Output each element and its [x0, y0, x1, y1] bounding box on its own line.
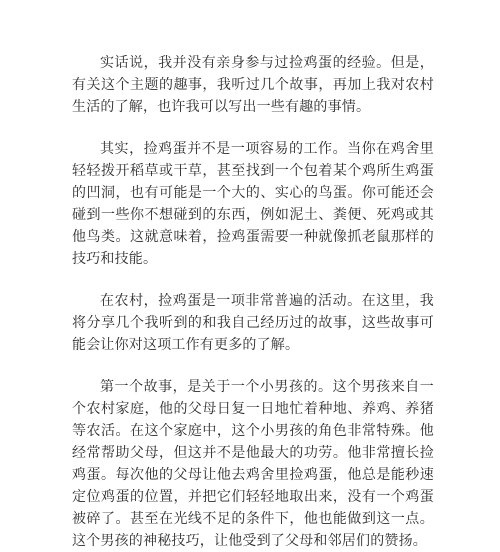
paragraph-3: 在农村，捡鸡蛋是一项非常普遍的活动。在这里，我将分享几个我听到的和我自己经历过的故事，这些故事可能会让你对这项工作有更多的了解。	[72, 293, 434, 353]
paragraph-4: 第一个故事，是关于一个小男孩的。这个男孩来自一个农村家庭，他的父母日复一日地忙着种地、养鸡、养猪等农活。在这个家庭中，这个小男孩的角色非常特殊。他经常帮助父母，但这并不是他最大的功劳。他非常擅长捡鸡蛋。每次他的父母让他去鸡舍里捡鸡蛋，他总是能秒速定位鸡蛋的位置，并把它们轻轻地取出来，没有一个鸡蛋被碎了。甚至在光线不足的条件下，他也能做到这一点。这个男孩的神秘技巧，让他受到了父母和邻居们的赞扬。	[72, 379, 434, 549]
paragraph-2: 其实，捡鸡蛋并不是一项容易的工作。当你在鸡舍里轻轻拨开稻草或干草，甚至找到一个包着某个鸡所生鸡蛋的凹洞，也有可能是一个大的、实心的鸟蛋。你可能还会碰到一些你不想碰到的东西，例如泥土、粪便、死鸡或其他鸟类。这就意味着，捡鸡蛋需要一种就像抓老鼠那样的技巧和技能。	[72, 141, 434, 267]
paragraph-1: 实话说，我并没有亲身参与过捡鸡蛋的经验。但是，有关这个主题的趣事，我听过几个故事，再加上我对农村生活的了解，也许我可以写出一些有趣的事情。	[72, 55, 434, 115]
